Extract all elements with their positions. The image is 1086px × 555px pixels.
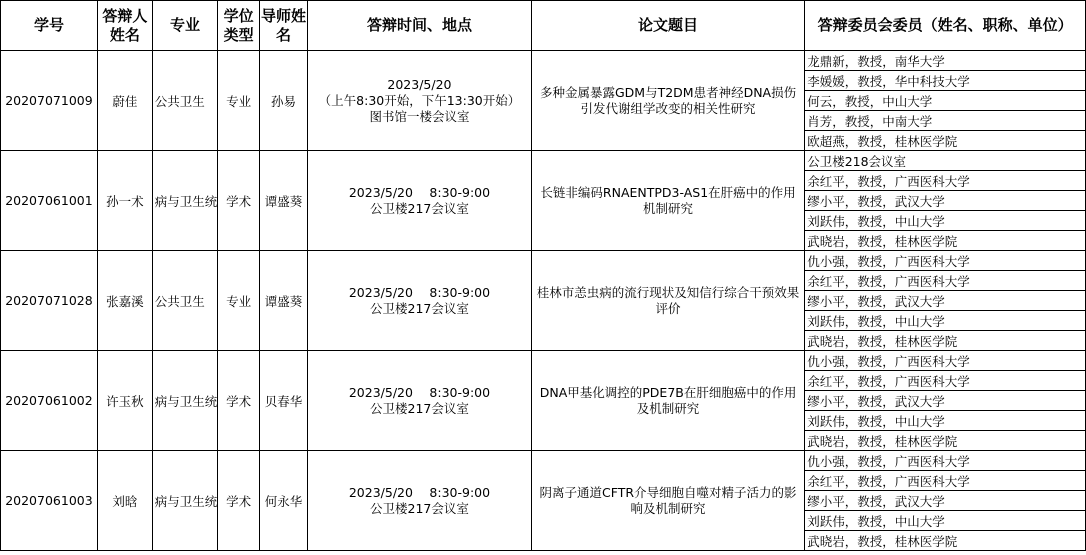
- time-place-cell: [308, 151, 532, 251]
- defender-name-cell: 张嘉溪: [97, 251, 152, 351]
- header-major: 专业: [152, 1, 218, 51]
- advisor-name-cell: 谭盛葵: [260, 151, 308, 251]
- table-row: [1, 451, 1086, 471]
- time-place-line: 2023/5/20 8:30-9:00: [348, 284, 491, 300]
- thesis-topic-cell: 多种金属暴露GDM与T2DM患者神经DNA损伤引发代谢组学改变的相关性研究: [531, 51, 804, 151]
- defender-name-cell: 刘晗: [97, 451, 152, 551]
- major-cell: 病与卫生统: [152, 451, 218, 551]
- committee-member-cell: 肖芳，教授，中南大学: [805, 111, 1086, 131]
- time-place-cell: [308, 351, 532, 451]
- thesis-topic-cell: 桂林市恙虫病的流行现状及知信行综合干预效果评价: [531, 251, 804, 351]
- committee-member-cell: 刘跃伟，教授，中山大学: [805, 411, 1086, 431]
- committee-member-cell: 缪小平，教授，武汉大学: [805, 291, 1086, 311]
- committee-member-cell: 何云，教授，中山大学: [805, 91, 1086, 111]
- advisor-name-cell: 谭盛葵: [260, 251, 308, 351]
- time-place-line: 公卫楼217会议室: [370, 200, 469, 216]
- time-place-line: 2023/5/20 8:30-9:00: [348, 484, 491, 500]
- degree-type-cell: 专业: [218, 251, 260, 351]
- degree-type-cell: 学术: [218, 451, 260, 551]
- committee-member-cell: 缪小平，教授，武汉大学: [805, 191, 1086, 211]
- committee-member-cell: 缪小平，教授，武汉大学: [805, 391, 1086, 411]
- student-id-cell: 20207071028: [1, 251, 98, 351]
- thesis-topic-cell: DNA甲基化调控的PDE7B在肝细胞癌中的作用及机制研究: [531, 351, 804, 451]
- time-place-line: 2023/5/20 8:30-9:00: [348, 184, 491, 200]
- header-id: 学号: [1, 1, 98, 51]
- time-place-line: （上午8:30开始，下午13:30开始）: [318, 92, 521, 108]
- committee-member-cell: 余红平，教授，广西医科大学: [805, 271, 1086, 291]
- defender-name-cell: 许玉秋: [97, 351, 152, 451]
- degree-type-cell: 学术: [218, 151, 260, 251]
- table-row: [1, 251, 1086, 271]
- header-committee: 答辩委员会委员（姓名、职称、单位）: [805, 1, 1086, 51]
- committee-member-cell: 武晓岩，教授，桂林医学院: [805, 431, 1086, 451]
- committee-member-cell: 仇小强，教授，广西医科大学: [805, 351, 1086, 371]
- time-place-cell: [308, 251, 532, 351]
- time-place-line: 2023/5/20 8:30-9:00: [348, 384, 491, 400]
- header-degree: 学位类型: [218, 1, 260, 51]
- student-id-cell: 20207061003: [1, 451, 98, 551]
- table-row: [1, 351, 1086, 371]
- advisor-name-cell: 孙易: [260, 51, 308, 151]
- header-name: 答辩人姓名: [97, 1, 152, 51]
- committee-member-cell: 武晓岩，教授，桂林医学院: [805, 231, 1086, 251]
- student-id-cell: 20207061002: [1, 351, 98, 451]
- table-row: [1, 151, 1086, 171]
- committee-member-cell: 刘跃伟，教授，中山大学: [805, 311, 1086, 331]
- time-place-line: 图书馆一楼会议室: [369, 108, 470, 124]
- time-place-line: 公卫楼217会议室: [370, 400, 469, 416]
- committee-member-cell: 余红平，教授，广西医科大学: [805, 471, 1086, 491]
- degree-type-cell: 学术: [218, 351, 260, 451]
- committee-member-cell: 龙鼎新，教授，南华大学: [805, 51, 1086, 71]
- defender-name-cell: 孙一术: [97, 151, 152, 251]
- thesis-topic-cell: 阴离子通道CFTR介导细胞自噬对精子活力的影响及机制研究: [531, 451, 804, 551]
- major-cell: 病与卫生统: [152, 151, 218, 251]
- header-advisor: 导师姓名: [260, 1, 308, 51]
- table-row: [1, 51, 1086, 71]
- committee-member-cell: 余红平，教授，广西医科大学: [805, 171, 1086, 191]
- committee-member-cell: 刘跃伟，教授，中山大学: [805, 211, 1086, 231]
- student-id-cell: 20207061001: [1, 151, 98, 251]
- degree-type-cell: 专业: [218, 51, 260, 151]
- major-cell: 公共卫生: [152, 251, 218, 351]
- time-place-line: 公卫楼217会议室: [370, 300, 469, 316]
- header-topic: 论文题目: [531, 1, 804, 51]
- committee-member-cell: 公卫楼218会议室: [805, 151, 1086, 171]
- time-place-line: 公卫楼217会议室: [370, 500, 469, 516]
- defender-name-cell: 蔚佳: [97, 51, 152, 151]
- committee-member-cell: 仇小强，教授，广西医科大学: [805, 251, 1086, 271]
- committee-member-cell: 武晓岩，教授，桂林医学院: [805, 331, 1086, 351]
- thesis-topic-cell: 长链非编码RNAENTPD3-AS1在肝癌中的作用机制研究: [531, 151, 804, 251]
- major-cell: 公共卫生: [152, 51, 218, 151]
- major-cell: 病与卫生统: [152, 351, 218, 451]
- advisor-name-cell: 贝春华: [260, 351, 308, 451]
- header-row: [1, 1, 1086, 51]
- time-place-line: 2023/5/20: [387, 76, 452, 92]
- time-place-cell: [308, 51, 532, 151]
- committee-member-cell: 武晓岩，教授，桂林医学院: [805, 531, 1086, 551]
- committee-member-cell: 李媛媛，教授，华中科技大学: [805, 71, 1086, 91]
- header-time-place: 答辩时间、地点: [308, 1, 532, 51]
- committee-member-cell: 仇小强，教授，广西医科大学: [805, 451, 1086, 471]
- student-id-cell: 20207071009: [1, 51, 98, 151]
- committee-member-cell: 欧超燕，教授，桂林医学院: [805, 131, 1086, 151]
- committee-member-cell: 余红平，教授，广西医科大学: [805, 371, 1086, 391]
- advisor-name-cell: 何永华: [260, 451, 308, 551]
- committee-member-cell: 刘跃伟，教授，中山大学: [805, 511, 1086, 531]
- committee-member-cell: 缪小平，教授，武汉大学: [805, 491, 1086, 511]
- time-place-cell: [308, 451, 532, 551]
